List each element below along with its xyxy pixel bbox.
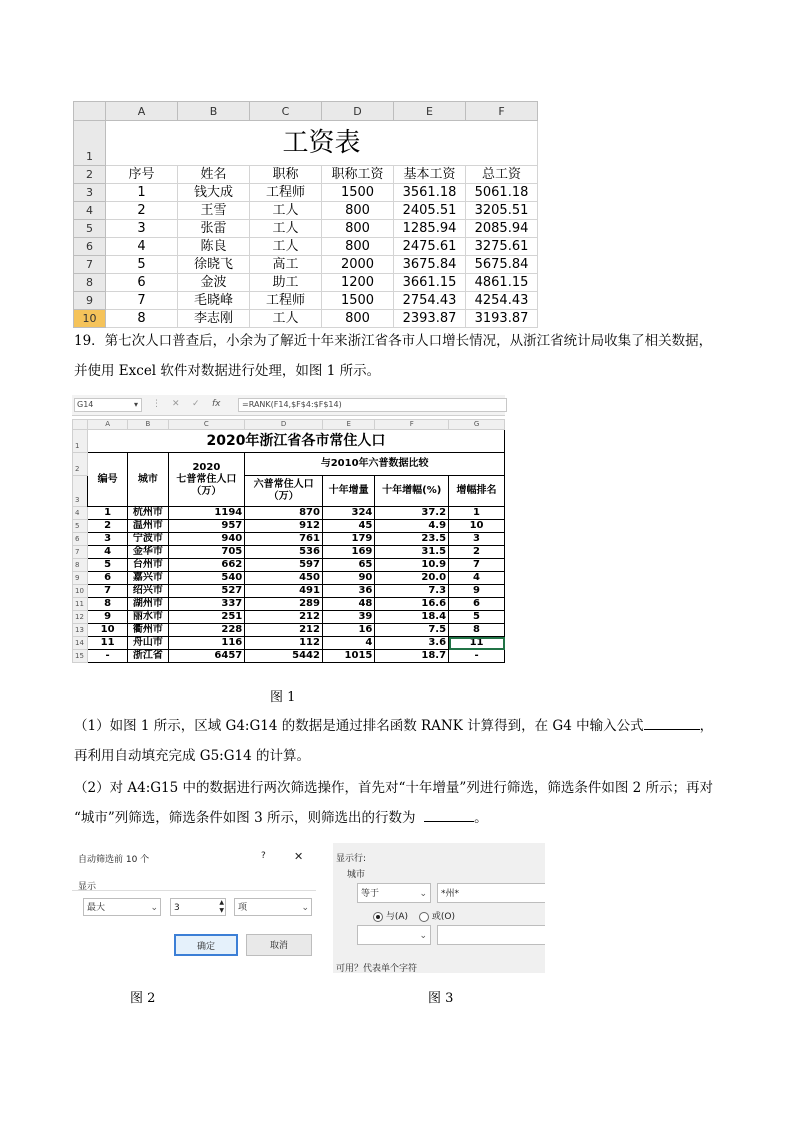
sub-question-2 — [74, 773, 738, 833]
table-row — [74, 310, 538, 328]
col-header-f[interactable]: F — [466, 102, 538, 121]
table-cell[interactable]: 23.5 — [375, 533, 449, 546]
select-all-corner[interactable] — [73, 420, 88, 430]
table-row — [73, 546, 505, 559]
table-cell[interactable]: 张雷 — [178, 220, 250, 238]
table-cell[interactable]: 湖州市 — [128, 598, 168, 611]
table-cell[interactable]: 169 — [322, 546, 374, 559]
table-cell[interactable]: 3675.84 — [394, 256, 466, 274]
table-cell[interactable]: 450 — [245, 572, 323, 585]
table-row — [74, 238, 538, 256]
table-cell[interactable]: 800 — [322, 220, 394, 238]
table-cell[interactable]: 3661.15 — [394, 274, 466, 292]
header-percent[interactable]: 十年增幅(%) — [375, 476, 449, 507]
or-radio[interactable] — [419, 909, 455, 922]
table-cell[interactable]: 212 — [245, 611, 323, 624]
table-cell[interactable]: 3 — [449, 533, 505, 546]
figure-2-caption: 图 2 — [130, 991, 156, 1006]
answer-blank[interactable] — [644, 715, 700, 730]
chevron-down-icon: ⌄ — [150, 903, 158, 913]
table-row — [73, 585, 505, 598]
cancel-button[interactable]: 取消 — [246, 934, 312, 956]
header-2020[interactable]: 2020 七普常住人口 （万） — [168, 453, 245, 507]
table-cell[interactable]: 6 — [449, 598, 505, 611]
question-text: （2）对 A4:G15 中的数据进行两次筛选操作，首先对“十年增量”列进行筛选，筛选条件如图 2 所示；再对 — [74, 780, 713, 796]
value-input-2[interactable] — [437, 925, 545, 945]
question-19-text — [74, 326, 738, 386]
table-cell[interactable]: 工程师 — [250, 184, 322, 202]
question-text: “城市”列筛选，筛选条件如图 3 所示，则筛选出的行数为 — [74, 810, 416, 826]
table-row — [73, 520, 505, 533]
header-2010[interactable]: 六普常住人口 （万） — [245, 476, 323, 507]
formula-bar — [72, 395, 505, 416]
table-cell[interactable]: 2475.61 — [394, 238, 466, 256]
table-row — [73, 507, 505, 520]
table-row — [73, 650, 505, 663]
table-cell[interactable]: 工人 — [250, 202, 322, 220]
table-cell[interactable]: 8 — [87, 598, 127, 611]
table-cell[interactable]: 4.9 — [375, 520, 449, 533]
and-label: 与(A) — [385, 912, 409, 922]
select-value: 最大 — [87, 903, 106, 913]
table-cell[interactable]: 3193.87 — [466, 310, 538, 328]
table-cell[interactable]: 4 — [449, 572, 505, 585]
table-row — [74, 274, 538, 292]
table-cell[interactable]: 4254.43 — [466, 292, 538, 310]
table-cell[interactable]: 1194 — [168, 507, 245, 520]
figure-3-caption: 图 3 — [428, 991, 454, 1006]
table-row — [73, 572, 505, 585]
table-cell[interactable]: 289 — [245, 598, 323, 611]
col-header[interactable]: B — [128, 420, 168, 430]
row-number[interactable]: 10 — [73, 585, 88, 598]
header-row — [74, 166, 538, 184]
title-row — [73, 430, 505, 453]
header-rank[interactable]: 增幅排名 — [449, 476, 505, 507]
column-header-row — [74, 102, 538, 121]
table-cell[interactable]: 7.3 — [375, 585, 449, 598]
row-number[interactable]: 9 — [73, 572, 88, 585]
table-row — [74, 202, 538, 220]
table-cell[interactable]: 18.7 — [375, 650, 449, 663]
table-cell[interactable]: 3.6 — [375, 637, 449, 650]
close-icon[interactable]: ✕ — [294, 850, 304, 863]
question-text: 。 — [474, 810, 488, 826]
table-cell[interactable]: 540 — [168, 572, 245, 585]
row-number[interactable]: 3 — [74, 184, 106, 202]
table-cell[interactable]: 9 — [87, 611, 127, 624]
table-cell[interactable]: 10 — [449, 520, 505, 533]
table-cell[interactable]: 钱大成 — [178, 184, 250, 202]
table-cell[interactable]: 4 — [106, 238, 178, 256]
table-cell[interactable]: 3275.61 — [466, 238, 538, 256]
wildcard-hint: 可用？代表单个字符 — [336, 964, 418, 973]
select-value: 项 — [238, 903, 248, 913]
col-header[interactable]: E — [322, 420, 374, 430]
table-cell[interactable]: 2754.43 — [394, 292, 466, 310]
col-header[interactable]: D — [245, 420, 323, 430]
dialog-title: 自动筛选前 10 个 — [78, 855, 150, 865]
table-cell[interactable]: 丽水市 — [128, 611, 168, 624]
header-no[interactable]: 编号 — [87, 453, 127, 507]
table-cell[interactable]: 嘉兴市 — [128, 572, 168, 585]
table-cell[interactable]: 5061.18 — [466, 184, 538, 202]
table-cell[interactable]: 金华市 — [128, 546, 168, 559]
table-cell[interactable]: 工人 — [250, 238, 322, 256]
table-cell[interactable]: 800 — [322, 202, 394, 220]
table-cell[interactable]: 870 — [245, 507, 323, 520]
row-number[interactable]: 11 — [73, 598, 88, 611]
chevron-down-icon: ⌄ — [419, 889, 427, 899]
table-cell[interactable]: 金波 — [178, 274, 250, 292]
spin-arrows-icon[interactable]: ▲ ▼ — [219, 899, 224, 914]
table-cell[interactable]: 7 — [106, 292, 178, 310]
table-cell[interactable]: 1200 — [322, 274, 394, 292]
table-cell[interactable]: 337 — [168, 598, 245, 611]
confirm-icon[interactable]: ✓ — [192, 399, 200, 409]
table-cell[interactable]: 7 — [87, 585, 127, 598]
operator-select-2[interactable] — [357, 925, 431, 945]
answer-blank[interactable] — [424, 807, 474, 822]
table-cell[interactable]: 1015 — [322, 650, 374, 663]
table-cell[interactable]: 8 — [106, 310, 178, 328]
col-header-c[interactable]: C — [250, 102, 322, 121]
table-cell[interactable]: 5 — [87, 559, 127, 572]
table-row — [74, 292, 538, 310]
row-number[interactable]: 2 — [74, 166, 106, 184]
ok-button[interactable]: 确定 — [174, 934, 238, 956]
table-cell[interactable]: 陈良 — [178, 238, 250, 256]
col-header[interactable]: A — [87, 420, 127, 430]
question-text: 再利用自动填充完成 G5:G14 的计算。 — [74, 748, 310, 764]
chevron-down-icon: ⌄ — [301, 903, 309, 913]
table-cell[interactable]: 杭州市 — [128, 507, 168, 520]
table-cell[interactable]: 1285.94 — [394, 220, 466, 238]
top10-filter-dialog — [72, 845, 316, 969]
table-cell[interactable]: 5 — [106, 256, 178, 274]
table-cell[interactable]: 90 — [322, 572, 374, 585]
sheet-title[interactable]: 工资表 — [106, 121, 538, 166]
table-cell[interactable]: 6 — [106, 274, 178, 292]
dialog-title: 显示行: — [336, 854, 367, 864]
row-number[interactable]: 4 — [74, 202, 106, 220]
table-cell[interactable]: 20.0 — [375, 572, 449, 585]
table-cell[interactable]: 116 — [168, 637, 245, 650]
show-select[interactable] — [83, 898, 161, 916]
header-cell[interactable]: 总工资 — [466, 166, 538, 184]
question-line: 并使用 Excel 软件对数据进行处理，如图 1 所示。 — [74, 363, 381, 379]
row-number[interactable]: 4 — [73, 507, 88, 520]
sheet-title[interactable]: 2020年浙江省各市常住人口 — [87, 430, 504, 453]
table-cell[interactable]: 3561.18 — [394, 184, 466, 202]
table-cell[interactable]: 5442 — [245, 650, 323, 663]
col-header-b[interactable]: B — [178, 102, 250, 121]
header-cell[interactable]: 职称 — [250, 166, 322, 184]
row-number[interactable]: 13 — [73, 624, 88, 637]
table-cell[interactable]: 16 — [322, 624, 374, 637]
table-cell[interactable]: 112 — [245, 637, 323, 650]
table-cell[interactable]: 助工 — [250, 274, 322, 292]
table-cell[interactable]: 宁波市 — [128, 533, 168, 546]
table-cell[interactable]: 37.2 — [375, 507, 449, 520]
row-number[interactable]: 6 — [73, 533, 88, 546]
table-cell[interactable]: 2085.94 — [466, 220, 538, 238]
divider — [72, 890, 316, 891]
table-cell[interactable]: 徐晓飞 — [178, 256, 250, 274]
row-number[interactable]: 14 — [73, 637, 88, 650]
chevron-down-icon[interactable]: ▾ — [133, 400, 138, 409]
table-cell[interactable]: 高工 — [250, 256, 322, 274]
and-radio[interactable] — [373, 909, 408, 922]
table-cell[interactable]: 10 — [87, 624, 127, 637]
function-icon[interactable]: fx — [212, 399, 221, 409]
row-number[interactable]: 2 — [73, 453, 88, 476]
name-box-value: G14 — [77, 400, 94, 409]
table-cell[interactable]: 11 — [449, 637, 505, 650]
table-cell[interactable]: 10.9 — [375, 559, 449, 572]
unit-select[interactable] — [234, 898, 312, 916]
table-cell[interactable]: 6457 — [168, 650, 245, 663]
row-number[interactable]: 10 — [74, 310, 106, 328]
salary-spreadsheet — [73, 101, 538, 328]
table-cell[interactable]: 台州市 — [128, 559, 168, 572]
table-cell[interactable]: 940 — [168, 533, 245, 546]
table-cell[interactable]: 1500 — [322, 292, 394, 310]
table-cell[interactable]: 4 — [322, 637, 374, 650]
table-cell[interactable]: 800 — [322, 310, 394, 328]
row-number[interactable]: 15 — [73, 650, 88, 663]
table-row — [73, 559, 505, 572]
table-cell[interactable]: 4 — [87, 546, 127, 559]
table-cell[interactable]: 1500 — [322, 184, 394, 202]
table-row — [74, 256, 538, 274]
row-number[interactable]: 7 — [74, 256, 106, 274]
field-label: 城市 — [347, 870, 366, 880]
table-cell[interactable]: 王雪 — [178, 202, 250, 220]
table-cell[interactable]: 2393.87 — [394, 310, 466, 328]
table-cell[interactable]: 舟山市 — [128, 637, 168, 650]
select-all-corner[interactable] — [74, 102, 106, 121]
table-cell[interactable]: 7.5 — [375, 624, 449, 637]
row-number[interactable]: 3 — [73, 476, 88, 507]
header-city[interactable]: 城市 — [128, 453, 168, 507]
table-cell[interactable]: 工人 — [250, 220, 322, 238]
row-number[interactable]: 6 — [74, 238, 106, 256]
row-number[interactable]: 5 — [74, 220, 106, 238]
table-cell[interactable]: 491 — [245, 585, 323, 598]
header-cell[interactable]: 姓名 — [178, 166, 250, 184]
radio-selected-icon — [373, 912, 383, 922]
table-row — [73, 624, 505, 637]
table-cell[interactable]: 工人 — [250, 310, 322, 328]
row-number[interactable]: 1 — [73, 430, 88, 453]
population-spreadsheet — [72, 395, 505, 670]
table-cell[interactable]: 2 — [87, 520, 127, 533]
table-cell[interactable]: 2 — [449, 546, 505, 559]
custom-filter-dialog — [333, 843, 545, 973]
row-number[interactable]: 8 — [74, 274, 106, 292]
table-row — [73, 533, 505, 546]
row-number[interactable]: 8 — [73, 559, 88, 572]
table-cell[interactable]: 5675.84 — [466, 256, 538, 274]
table-cell[interactable]: 212 — [245, 624, 323, 637]
table-cell[interactable]: 4861.15 — [466, 274, 538, 292]
group-label: 显示 — [78, 882, 97, 892]
header-cell[interactable]: 基本工资 — [394, 166, 466, 184]
header-cell[interactable]: 职称工资 — [322, 166, 394, 184]
table-cell[interactable]: 536 — [245, 546, 323, 559]
table-row — [74, 184, 538, 202]
col-header[interactable]: G — [449, 420, 505, 430]
table-cell[interactable]: 36 — [322, 585, 374, 598]
name-box[interactable] — [74, 398, 142, 412]
table-cell[interactable]: 761 — [245, 533, 323, 546]
or-label: 或(O) — [431, 912, 455, 922]
table-cell[interactable]: 597 — [245, 559, 323, 572]
population-grid — [72, 419, 505, 663]
count-stepper[interactable] — [170, 898, 226, 916]
table-row — [74, 220, 538, 238]
table-cell[interactable]: - — [449, 650, 505, 663]
header-row-2 — [73, 453, 505, 476]
header-compare[interactable]: 与2010年六普数据比较 — [245, 453, 505, 476]
row-number[interactable]: 12 — [73, 611, 88, 624]
col-header[interactable]: F — [375, 420, 449, 430]
col-header-e[interactable]: E — [394, 102, 466, 121]
table-cell[interactable]: 31.5 — [375, 546, 449, 559]
table-row — [73, 637, 505, 650]
table-cell[interactable]: 705 — [168, 546, 245, 559]
table-cell[interactable]: 浙江省 — [128, 650, 168, 663]
table-cell[interactable]: 绍兴市 — [128, 585, 168, 598]
question-text: （1）如图 1 所示，区域 G4:G14 的数据是通过排名函数 RANK 计算得到，在 G4 中输入公式 — [74, 718, 644, 734]
cancel-icon[interactable]: ✕ — [172, 399, 180, 409]
table-cell[interactable]: 6 — [87, 572, 127, 585]
table-cell[interactable]: 1 — [449, 507, 505, 520]
table-cell[interactable]: 662 — [168, 559, 245, 572]
row-number[interactable]: 9 — [74, 292, 106, 310]
table-cell[interactable]: 2405.51 — [394, 202, 466, 220]
table-cell[interactable]: 800 — [322, 238, 394, 256]
col-header[interactable]: C — [168, 420, 245, 430]
table-cell[interactable]: 251 — [168, 611, 245, 624]
figure-1-caption: 图 1 — [270, 690, 296, 705]
row-number[interactable]: 7 — [73, 546, 88, 559]
table-cell[interactable]: 8 — [449, 624, 505, 637]
table-cell[interactable]: 18.4 — [375, 611, 449, 624]
table-cell[interactable]: 3205.51 — [466, 202, 538, 220]
table-cell[interactable]: 李志刚 — [178, 310, 250, 328]
table-cell[interactable]: 9 — [449, 585, 505, 598]
table-cell[interactable]: 衢州市 — [128, 624, 168, 637]
col-header-a[interactable]: A — [106, 102, 178, 121]
title-row — [74, 121, 538, 166]
table-cell[interactable]: - — [87, 650, 127, 663]
row-number[interactable]: 1 — [74, 121, 106, 166]
chevron-down-icon: ⌄ — [419, 931, 427, 941]
row-number[interactable]: 5 — [73, 520, 88, 533]
col-header-d[interactable]: D — [322, 102, 394, 121]
table-cell[interactable]: 912 — [245, 520, 323, 533]
table-cell[interactable]: 957 — [168, 520, 245, 533]
table-cell[interactable]: 527 — [168, 585, 245, 598]
radio-unselected-icon — [419, 912, 429, 922]
table-cell[interactable]: 48 — [322, 598, 374, 611]
table-cell[interactable]: 179 — [322, 533, 374, 546]
table-cell[interactable]: 65 — [322, 559, 374, 572]
question-line: 19．第七次人口普查后，小余为了解近十年来浙江省各市人口增长情况，从浙江省统计局收集了相关数据， — [74, 333, 713, 349]
table-cell[interactable]: 温州市 — [128, 520, 168, 533]
count-value: 3 — [174, 903, 180, 913]
header-increase[interactable]: 十年增量 — [322, 476, 374, 507]
formula-input[interactable]: =RANK(F14,$F$4:$F$14) — [238, 398, 507, 412]
separator-icon: ⋮ — [152, 399, 161, 409]
operator-select[interactable] — [357, 883, 431, 903]
table-cell[interactable]: 11 — [87, 637, 127, 650]
table-cell[interactable]: 45 — [322, 520, 374, 533]
table-cell[interactable]: 3 — [87, 533, 127, 546]
header-cell[interactable]: 序号 — [106, 166, 178, 184]
table-cell[interactable]: 毛晓峰 — [178, 292, 250, 310]
table-cell[interactable]: 16.6 — [375, 598, 449, 611]
table-row — [73, 598, 505, 611]
table-cell[interactable]: 2000 — [322, 256, 394, 274]
column-header-row — [73, 420, 505, 430]
table-cell[interactable]: 2 — [106, 202, 178, 220]
input-value: *州* — [441, 889, 460, 899]
table-cell[interactable]: 工程师 — [250, 292, 322, 310]
table-cell[interactable]: 7 — [449, 559, 505, 572]
table-row — [73, 611, 505, 624]
table-cell[interactable]: 1 — [87, 507, 127, 520]
table-cell[interactable]: 3 — [106, 220, 178, 238]
table-cell[interactable]: 5 — [449, 611, 505, 624]
table-cell[interactable]: 324 — [322, 507, 374, 520]
question-text: ， — [699, 718, 714, 734]
table-cell[interactable]: 39 — [322, 611, 374, 624]
select-value: 等于 — [361, 889, 380, 899]
sub-question-1 — [74, 711, 738, 771]
value-input[interactable] — [437, 883, 545, 903]
help-icon[interactable]: ? — [261, 851, 266, 861]
table-cell[interactable]: 1 — [106, 184, 178, 202]
table-cell[interactable]: 228 — [168, 624, 245, 637]
